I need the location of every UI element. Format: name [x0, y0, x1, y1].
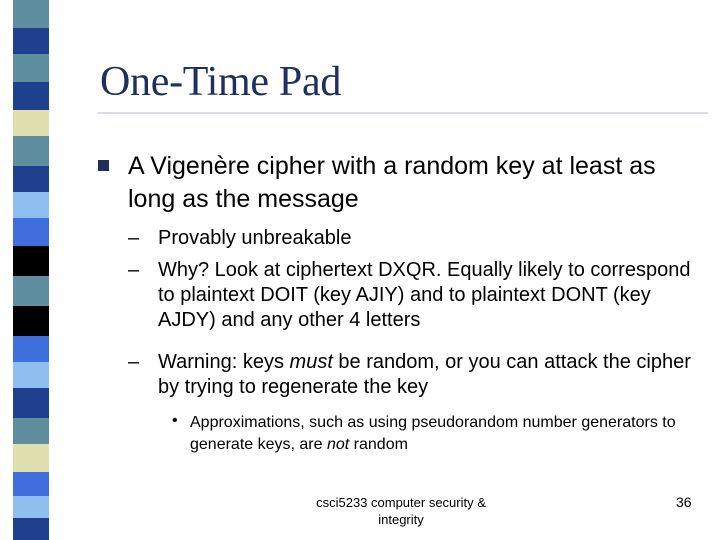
strip-block	[13, 166, 49, 192]
strip-block	[13, 418, 49, 444]
title-divider	[98, 112, 708, 114]
strip-block	[13, 136, 49, 166]
strip-block	[13, 388, 49, 418]
strip-block	[13, 192, 49, 218]
approx-text-pre: Approximations, such as using pseudorandom number generators to generate keys, are	[190, 414, 676, 453]
dash-bullet: –	[128, 351, 140, 373]
strip-block	[13, 218, 49, 246]
sub-sub-bullet-approximations	[190, 412, 690, 456]
approx-text-emphasis: not	[326, 436, 350, 453]
strip-block	[13, 246, 49, 276]
sub-bullet-why: Why? Look at ciphertext DXQR. Equally likely to correspond to plaintext DOIT (key AJIY) and to plaintext DONT (key AJDY) and any other 4 letters	[158, 259, 691, 331]
footer-course: csci5233 computer security & integrity	[316, 495, 486, 527]
strip-block	[13, 306, 49, 336]
strip-block	[13, 496, 49, 518]
slide-title: One-Time Pad	[100, 59, 342, 105]
dot-bullet: •	[172, 412, 178, 429]
main-bullet: A Vigenère cipher with a random key at least as long as the message	[128, 152, 656, 213]
sub-bullet-provably: Provably unbreakable	[158, 227, 352, 249]
strip-block	[13, 444, 49, 472]
strip-block	[13, 472, 49, 496]
approx-text-post: random	[349, 436, 408, 453]
strip-block	[13, 336, 49, 362]
strip-block	[13, 82, 49, 110]
strip-block	[13, 362, 49, 388]
dash-bullet: –	[128, 227, 140, 249]
strip-block	[13, 110, 49, 136]
dash-bullet: –	[128, 259, 140, 281]
strip-block	[13, 276, 49, 306]
page-number: 36	[676, 494, 692, 510]
strip-block	[13, 54, 49, 82]
decorative-color-strip	[13, 0, 49, 540]
sub-bullet-warning	[158, 350, 703, 400]
warning-text-pre: Warning: keys	[158, 351, 290, 373]
strip-block	[13, 518, 49, 540]
warning-text-post: be random, or you can attack the cipher by trying to regenerate the key	[158, 351, 691, 398]
warning-text-emphasis: must	[289, 351, 333, 373]
strip-block	[13, 28, 49, 54]
square-bullet-icon	[98, 160, 109, 171]
strip-block	[13, 0, 49, 28]
